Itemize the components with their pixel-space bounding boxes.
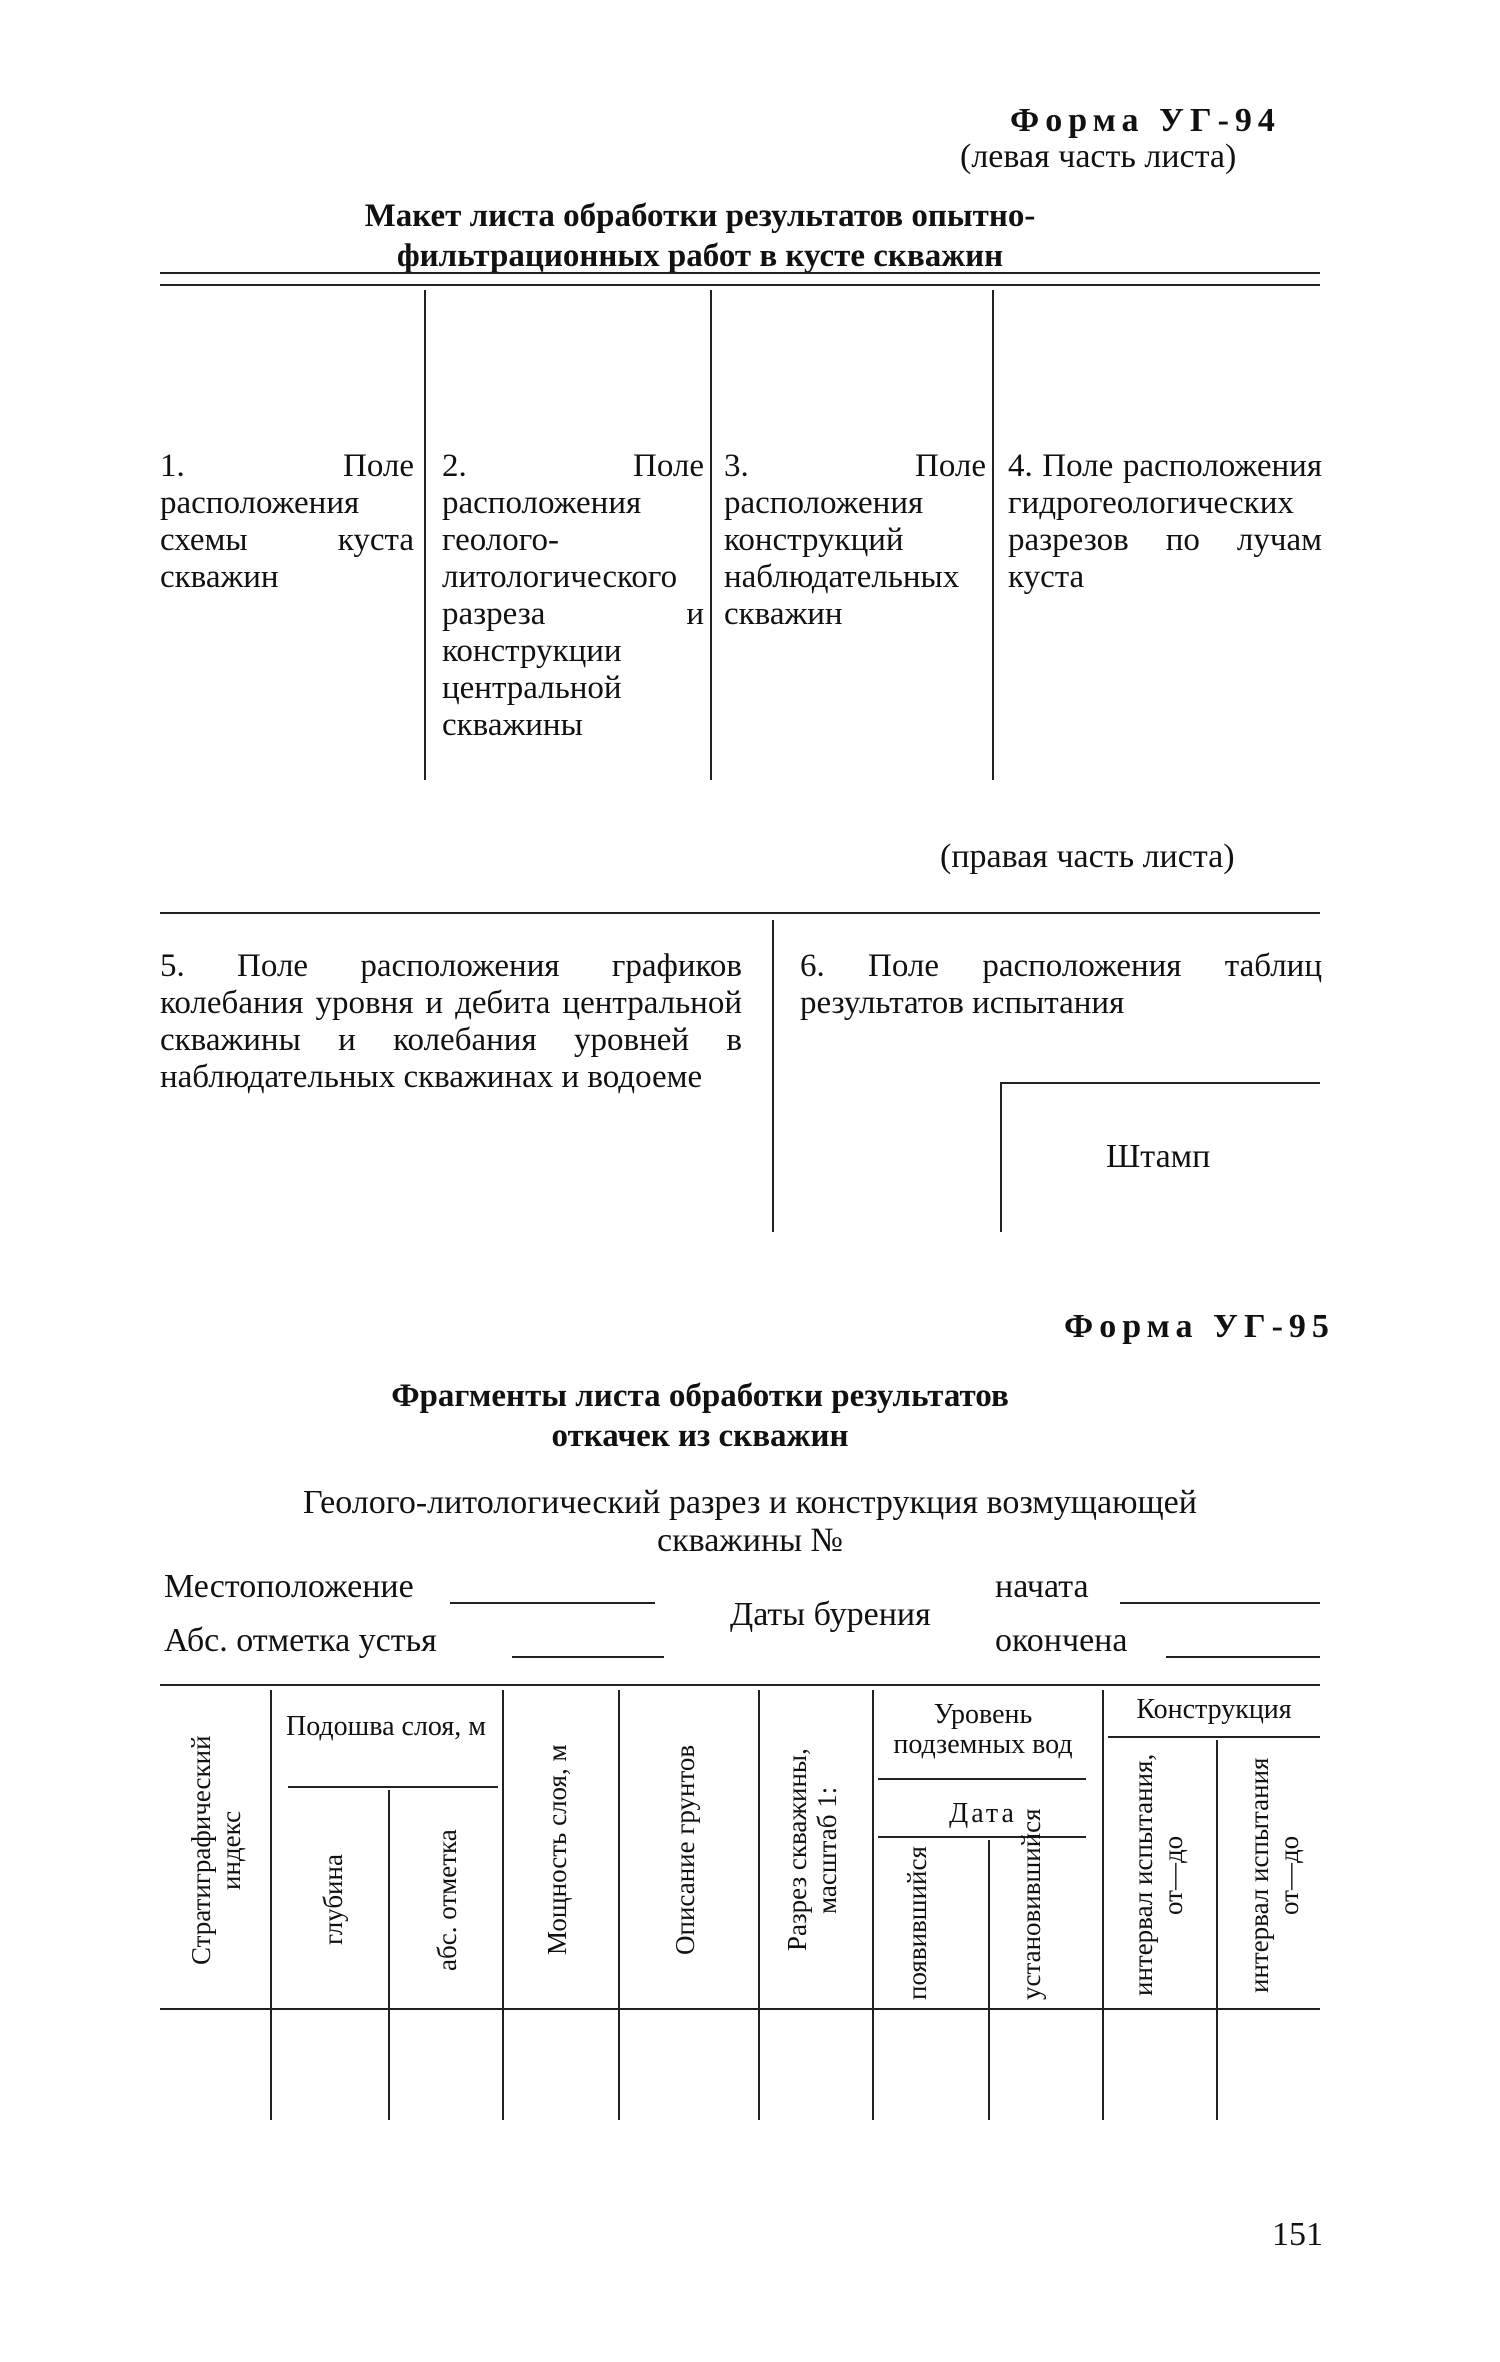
stamp-top-border [1000,1082,1320,1084]
table-top-border [160,1684,1320,1686]
col-soil-desc: Описание грунтов [670,1744,700,1956]
finished-field[interactable] [1166,1656,1320,1658]
col-established: установившийся [1016,1808,1046,2000]
finished-label: окончена [995,1622,1128,1659]
form95-subtitle-line2: скважины № [657,1522,843,1559]
column-divider [618,1690,620,2120]
field-4: 4. Поле расположения гидрогеологических разрезов по лучам куста [1008,448,1322,595]
col-date-header: Дата [949,1798,1017,1829]
form94-header: Форма УГ-94 [1010,102,1281,139]
column-divider [758,1690,760,2120]
column-divider [710,290,712,780]
form94-right-part: (правая часть листа) [940,838,1235,875]
column-divider [388,1790,390,2120]
column-divider [424,290,426,780]
column-divider [1216,1740,1218,2120]
form94-left-part: (левая часть листа) [960,138,1237,175]
divider [160,912,1320,914]
col-section: Разрез скважины, масштаб 1: [782,1748,842,1952]
subheader-divider [1108,1736,1320,1738]
table-header-bottom [160,2008,1320,2010]
col-appeared: появившийся [902,1846,932,2000]
field-6: 6. Поле расположения таблиц результатов испытания [800,948,1322,1021]
field-2: 2. Поле расположения геолого-литологического разреза и конструкции центральной скважины [442,448,704,743]
column-divider [270,1690,272,2120]
form95-title-line1: Фрагменты листа обработки результатов [391,1378,1009,1414]
col-construction-header: Конструкция [1136,1694,1292,1725]
divider [160,272,1320,274]
stamp-label: Штамп [1106,1138,1211,1175]
form95-title [200,1376,1200,1456]
col-thickness: Мощность слоя, м [542,1744,572,1956]
drilling-dates-label: Даты бурения [730,1596,931,1633]
form94-title-line2: фильтрационных работ в кусте скважин [396,238,1004,274]
divider [160,284,1320,286]
elevation-field[interactable] [512,1656,664,1658]
column-divider [1102,1690,1104,2120]
column-divider [988,1840,990,2120]
form94-title-line1: Макет листа обработки результатов опытно- [364,198,1036,234]
col-sole-header: Подошва слоя, м [286,1711,486,1742]
col-abs-mark: абс. отметка [432,1829,462,1971]
column-divider [992,290,994,780]
field-3: 3. Поле расположения конструкций наблюдательных скважин [724,448,986,632]
col-strat-index: Стратиграфический индекс [186,1735,246,1965]
form94-title [200,196,1200,276]
col-interval-1: интервал испытания, от—до [1128,1753,1188,1997]
field-5: 5. Поле расположения графиков колебания уровня и дебита центральной скважины и колебания уровней в наблюдательных скважинах и водоеме [160,948,742,1095]
started-label: начата [995,1568,1089,1605]
form95-subtitle-line1: Геолого-литологический разрез и конструкция возмущающей [303,1484,1197,1521]
subheader-divider [878,1778,1086,1780]
col-depth: глубина [318,1854,348,1946]
started-field[interactable] [1120,1602,1320,1604]
subheader-divider [878,1836,1086,1838]
column-divider [772,920,774,1232]
form95-title-line2: откачек из скважин [551,1418,849,1454]
column-divider [502,1690,504,2120]
subheader-divider [288,1786,498,1788]
form95-subtitle [200,1484,1300,1560]
page-number: 151 [1272,2216,1323,2253]
form95-header: Форма УГ-95 [1064,1308,1335,1345]
field-1: 1. Поле расположения схемы куста скважин [160,448,414,595]
elevation-label: Абс. отметка устья [164,1622,437,1659]
col-gw-level-header: Уровень подземных вод [893,1699,1073,1760]
col-interval-2: интервал испытания от—до [1244,1757,1304,1993]
location-field[interactable] [450,1602,655,1604]
stamp-left-border [1000,1082,1002,1232]
column-divider [872,1690,874,2120]
location-label: Местоположение [164,1568,414,1605]
